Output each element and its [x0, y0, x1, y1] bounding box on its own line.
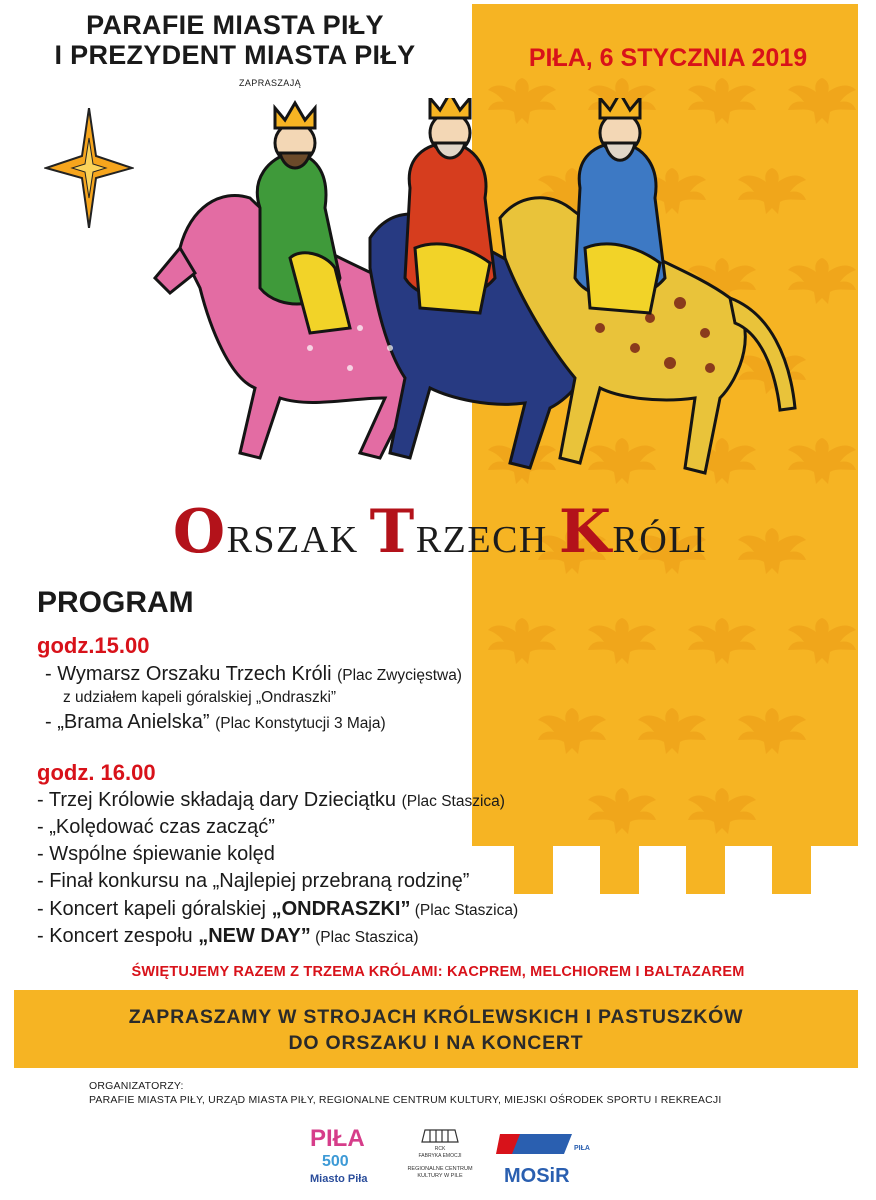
- invite-box: [14, 990, 858, 1068]
- mosir-logo-word: MOSiR: [504, 1165, 570, 1187]
- invite-line-1: ZAPRASZAMY W STROJACH KRÓLEWSKICH I PASTUSZKÓW: [128, 1006, 744, 1028]
- program-item-text: z udziałem kapeli góralskiej „Ondraszki”: [63, 689, 337, 706]
- program-item-text: - Koncert kapeli góralskiej: [37, 898, 272, 920]
- event-date: PIŁA, 6 STYCZNIA 2019: [528, 44, 808, 72]
- invite-small-text: ZAPRASZAJĄ: [238, 78, 301, 88]
- program-item-bold: „NEW DAY”: [198, 925, 311, 947]
- title-initial: K: [558, 497, 613, 567]
- program-item: [37, 898, 518, 921]
- celebrate-text: ŚWIĘTUJEMY RAZEM Z TRZEMA KRÓLAMI: KACPREM, MELCHIOREM I BALTAZAREM: [131, 964, 745, 980]
- program-item-place: (Plac Staszica): [310, 929, 419, 946]
- program-item: [37, 789, 505, 812]
- program-item-place: (Plac Staszica): [401, 793, 505, 810]
- invite-line-2: DO ORSZAKU I NA KONCERT: [288, 1032, 584, 1054]
- program-item-bold: „ONDRASZKI”: [271, 898, 411, 920]
- program-item-text: - Finał konkursu na „Najlepiej przebraną rodzinę”: [37, 870, 470, 892]
- mosir-logo: [496, 1134, 590, 1187]
- pila-500-logo: [310, 1125, 368, 1185]
- pila-logo-number: 500: [322, 1153, 349, 1170]
- program-item: [37, 870, 469, 893]
- program-time-2: godz. 16.00: [37, 760, 156, 785]
- banner-merlon: [514, 846, 553, 894]
- header-line-2: I PREZYDENT MIASTA PIŁY: [54, 40, 416, 70]
- program-heading: PROGRAM: [37, 586, 194, 619]
- title-initial: T: [369, 497, 416, 567]
- program-item-text: - Trzej Królowie składają dary Dzieciątku: [37, 789, 402, 811]
- program-item: [63, 689, 336, 707]
- rck-logo-line-1: RCK: [434, 1146, 446, 1152]
- rck-logo: [422, 1130, 458, 1142]
- program-item-place: (Plac Zwycięstwa): [337, 667, 462, 684]
- title-word-rest: RZECH: [415, 519, 548, 561]
- star-icon: [44, 108, 134, 228]
- program-item-text: - Koncert zespołu: [37, 925, 199, 947]
- program-item: [37, 816, 275, 839]
- program-time-1: godz.15.00: [37, 633, 150, 658]
- program-item: [37, 925, 418, 948]
- program-item-place: (Plac Konstytucji 3 Maja): [215, 715, 386, 732]
- header-line-1: PARAFIE MIASTA PIŁY: [86, 10, 384, 40]
- program-item-text: - „Kolędować czas zacząć”: [37, 816, 275, 838]
- title-word-rest: RÓLI: [612, 519, 708, 561]
- organizers-list: PARAFIE MIASTA PIŁY, URZĄD MIASTA PIŁY, REGIONALNE CENTRUM KULTURY, MIEJSKI OŚRODEK SPORTU I REKREACJI: [89, 1094, 722, 1106]
- pila-logo-caption: Miasto Piła: [310, 1173, 368, 1185]
- program-item-text: - Wymarsz Orszaku Trzech Króli: [45, 663, 338, 685]
- pila-logo-word: PIŁA: [310, 1125, 365, 1152]
- program-item-text: - „Brama Anielska”: [45, 711, 216, 733]
- banner-merlon: [686, 846, 725, 894]
- organizers-label: ORGANIZATORZY:: [89, 1080, 184, 1092]
- banner-merlon: [772, 846, 811, 894]
- program-item: [45, 663, 462, 686]
- organizer-header: [0, 10, 470, 70]
- rck-logo-line-2: FABRYKA EMOCJI: [418, 1153, 462, 1159]
- title-initial: O: [172, 497, 227, 567]
- sponsor-logos: [300, 1120, 590, 1195]
- program-item-text: - Wspólne śpiewanie kolęd: [37, 843, 275, 865]
- rck-logo-line-4: KULTURY W PILE: [417, 1173, 463, 1179]
- three-kings-illustration: [150, 98, 800, 493]
- program-item: [37, 843, 275, 866]
- banner-merlon: [600, 846, 639, 894]
- program-item: [45, 711, 386, 734]
- mosir-logo-city: PIŁA: [574, 1145, 590, 1152]
- title-word-rest: RSZAK: [226, 519, 359, 561]
- rck-logo-line-3: REGIONALNE CENTRUM: [407, 1166, 473, 1172]
- event-title: [110, 497, 770, 567]
- program-item-place: (Plac Staszica): [410, 902, 519, 919]
